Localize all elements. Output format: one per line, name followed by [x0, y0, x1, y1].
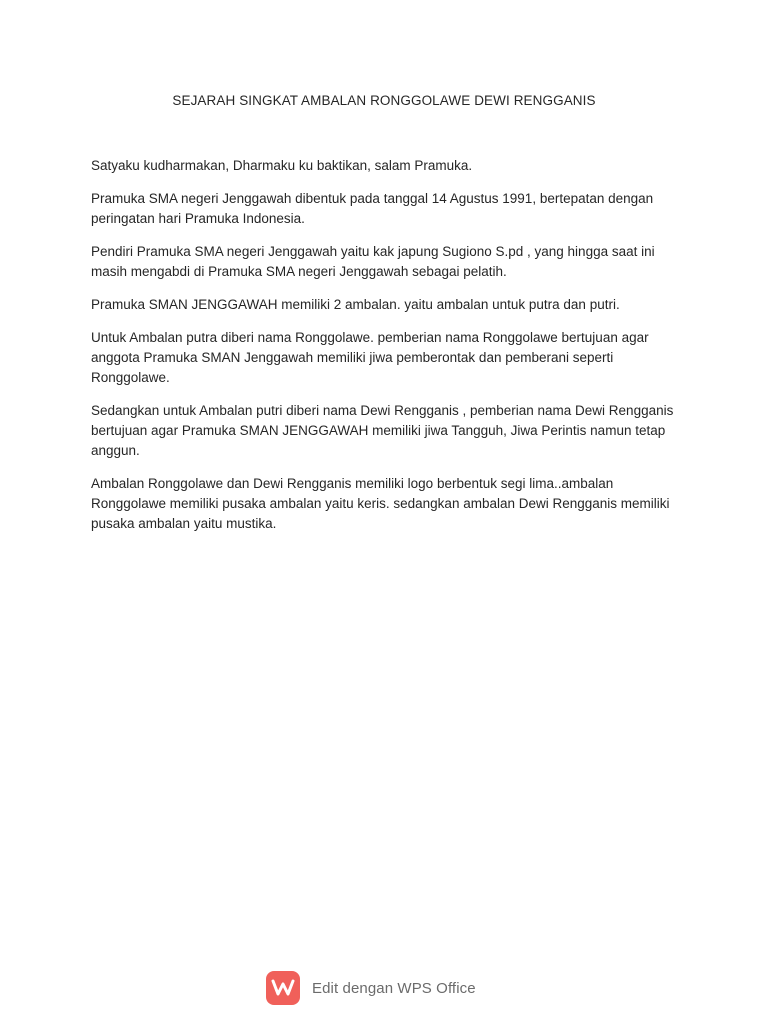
paragraph: Pramuka SMAN JENGGAWAH memiliki 2 ambalan. yaitu ambalan untuk putra dan putri.: [91, 297, 620, 312]
paragraph: Pendiri Pramuka SMA negeri Jenggawah yaitu kak japung Sugiono S.pd , yang hingga saat ini masih mengabdi di Pramuka SMA negeri Jenggawah sebagai pelatih.: [91, 244, 655, 279]
paragraph: Satyaku kudharmakan, Dharmaku ku baktikan, salam Pramuka.: [91, 158, 473, 173]
edit-with-wps-button[interactable]: [266, 970, 476, 1006]
edit-with-wps-label: Edit dengan WPS Office: [312, 979, 476, 997]
document-body: [91, 156, 681, 547]
paragraph: Ambalan Ronggolawe dan Dewi Rengganis memiliki logo berbentuk segi lima..ambalan Ronggolawe memiliki pusaka ambalan yaitu keris. sedangkan ambalan Dewi Rengganis memiliki pusaka ambalan yaitu mustika.: [91, 476, 670, 531]
paragraph: Pramuka SMA negeri Jenggawah dibentuk pada tanggal 14 Agustus 1991, bertepatan dengan peringatan hari Pramuka Indonesia.: [91, 191, 654, 226]
paragraph: Untuk Ambalan putra diberi nama Ronggolawe. pemberian nama Ronggolawe bertujuan agar anggota Pramuka SMAN Jenggawah memiliki jiwa pemberontak dan pemberani seperti Ronggolawe.: [91, 330, 649, 385]
paragraph: Sedangkan untuk Ambalan putri diberi nama Dewi Rengganis , pemberian nama Dewi Rengganis bertujuan agar Pramuka SMAN JENGGAWAH memiliki jiwa Tangguh, Jiwa Perintis namun tetap anggun.: [91, 403, 674, 458]
document-title: SEJARAH SINGKAT AMBALAN RONGGOLAWE DEWI RENGGANIS: [172, 93, 596, 108]
wps-office-logo-icon: [266, 971, 300, 1005]
